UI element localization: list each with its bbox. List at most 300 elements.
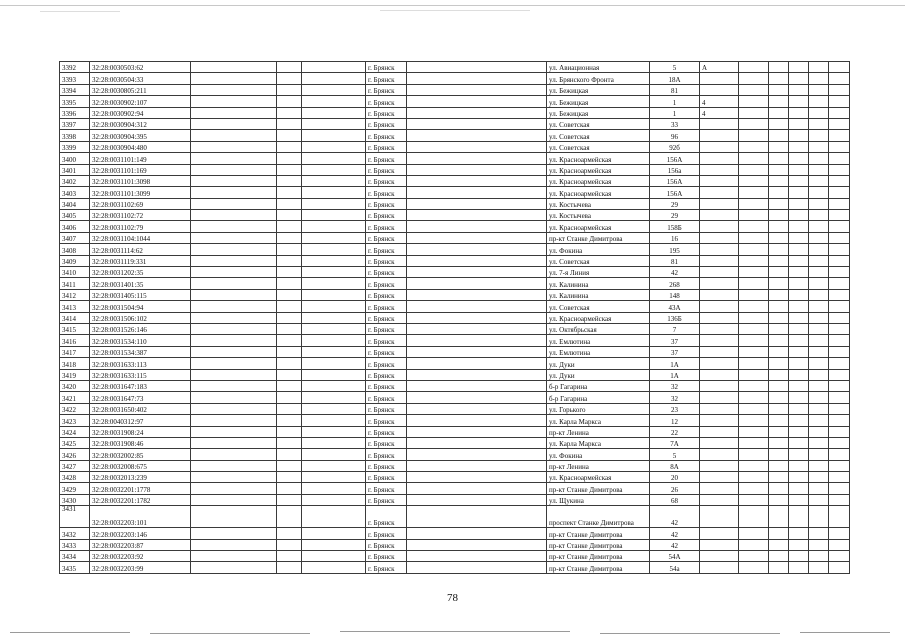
cell-number: 3394	[60, 84, 90, 95]
cell-empty	[277, 130, 302, 141]
cell-building	[700, 551, 739, 562]
cell-number: 3399	[60, 141, 90, 152]
cell-street: ул. Карла Маркса	[547, 437, 650, 448]
cell-building	[700, 494, 739, 505]
cell-empty	[789, 369, 809, 380]
cell-empty	[407, 460, 547, 471]
cell-building	[700, 175, 739, 186]
cell-empty	[277, 187, 302, 198]
cell-cadastral-number: 32:28:0032008:675	[90, 460, 191, 471]
cell-empty	[191, 415, 277, 426]
cell-empty	[302, 380, 366, 391]
cell-empty	[829, 472, 850, 483]
cell-street: ул. Костычева	[547, 198, 650, 209]
cell-empty	[769, 255, 789, 266]
cell-empty	[277, 198, 302, 209]
cell-number: 3412	[60, 289, 90, 300]
cell-empty	[809, 380, 829, 391]
cell-empty	[407, 153, 547, 164]
cell-empty	[829, 130, 850, 141]
cell-street: б-р Гагарина	[547, 380, 650, 391]
cell-house: 148	[650, 289, 700, 300]
cell-empty	[277, 175, 302, 186]
cell-empty	[407, 141, 547, 152]
cell-number: 3404	[60, 198, 90, 209]
cell-empty	[191, 175, 277, 186]
cell-cadastral-number: 32:28:0031506:102	[90, 312, 191, 323]
cell-cadastral-number: 32:28:0031101:149	[90, 153, 191, 164]
cell-empty	[739, 323, 769, 334]
cell-empty	[191, 289, 277, 300]
cell-empty	[191, 403, 277, 414]
cell-empty	[769, 415, 789, 426]
table-row	[60, 472, 850, 483]
cell-empty	[829, 232, 850, 243]
cell-empty	[277, 335, 302, 346]
table-row	[60, 153, 850, 164]
cell-building	[700, 528, 739, 539]
cell-number: 3433	[60, 539, 90, 550]
cell-empty	[769, 358, 789, 369]
cell-empty	[829, 528, 850, 539]
cell-street: ул. Бежицкая	[547, 107, 650, 118]
cell-empty	[407, 118, 547, 129]
cell-house: 1А	[650, 369, 700, 380]
cell-empty	[829, 210, 850, 221]
cell-street: ул. Красноармейская	[547, 221, 650, 232]
cell-cadastral-number: 32:28:0030904:395	[90, 130, 191, 141]
cell-building	[700, 278, 739, 289]
table-row	[60, 62, 850, 73]
cell-street: ул. Фокина	[547, 244, 650, 255]
cell-empty	[302, 289, 366, 300]
cell-street: ул. Емлютина	[547, 346, 650, 357]
cell-empty	[809, 267, 829, 278]
cell-empty	[739, 403, 769, 414]
cell-street: ул. Советская	[547, 130, 650, 141]
cell-empty	[277, 415, 302, 426]
cell-empty	[829, 346, 850, 357]
cell-empty	[809, 198, 829, 209]
cell-house: 23	[650, 403, 700, 414]
cell-empty	[191, 301, 277, 312]
cell-number: 3397	[60, 118, 90, 129]
cell-empty	[739, 528, 769, 539]
cell-empty	[302, 494, 366, 505]
cell-empty	[739, 426, 769, 437]
cell-empty	[769, 175, 789, 186]
cell-empty	[769, 62, 789, 73]
cell-empty	[407, 506, 547, 528]
cell-street: пр-кт Станке Димитрова	[547, 562, 650, 573]
table-row	[60, 278, 850, 289]
cell-cadastral-number: 32:28:0031401:35	[90, 278, 191, 289]
cell-number: 3395	[60, 96, 90, 107]
cell-cadastral-number: 32:28:0031104:1044	[90, 232, 191, 243]
cell-empty	[302, 346, 366, 357]
cell-city: г. Брянск	[366, 73, 407, 84]
cell-empty	[191, 73, 277, 84]
cell-building	[700, 358, 739, 369]
cell-cadastral-number: 32:28:0031101:3098	[90, 175, 191, 186]
cell-empty	[191, 107, 277, 118]
table-row	[60, 96, 850, 107]
cell-empty	[302, 141, 366, 152]
cell-city: г. Брянск	[366, 141, 407, 152]
cell-empty	[739, 73, 769, 84]
cell-empty	[769, 551, 789, 562]
cell-house: 32	[650, 392, 700, 403]
cell-empty	[829, 415, 850, 426]
cell-street: ул. Емлютина	[547, 335, 650, 346]
cell-city: г. Брянск	[366, 403, 407, 414]
cell-number: 3421	[60, 392, 90, 403]
cell-empty	[739, 483, 769, 494]
cell-empty	[191, 426, 277, 437]
cell-empty	[789, 141, 809, 152]
cell-empty	[809, 426, 829, 437]
cell-number: 3401	[60, 164, 90, 175]
cell-empty	[809, 403, 829, 414]
cell-empty	[739, 539, 769, 550]
cell-empty	[302, 96, 366, 107]
cell-city: г. Брянск	[366, 551, 407, 562]
cell-city: г. Брянск	[366, 562, 407, 573]
cell-empty	[191, 346, 277, 357]
cell-empty	[407, 380, 547, 391]
cell-cadastral-number: 32:28:0030504:33	[90, 73, 191, 84]
cell-cadastral-number: 32:28:0032002:85	[90, 449, 191, 460]
cell-empty	[769, 267, 789, 278]
cell-empty	[191, 506, 277, 528]
cell-house: 42	[650, 506, 700, 528]
cell-cadastral-number: 32:28:0032203:146	[90, 528, 191, 539]
cell-empty	[789, 62, 809, 73]
cell-empty	[739, 312, 769, 323]
cell-number: 3403	[60, 187, 90, 198]
cell-empty	[277, 278, 302, 289]
cell-empty	[191, 312, 277, 323]
cell-empty	[789, 437, 809, 448]
cell-street: ул. Красноармейская	[547, 175, 650, 186]
cell-empty	[769, 84, 789, 95]
cell-building	[700, 472, 739, 483]
cell-city: г. Брянск	[366, 96, 407, 107]
cell-empty	[407, 312, 547, 323]
cell-number: 3428	[60, 472, 90, 483]
cell-cadastral-number: 32:28:0031202:35	[90, 267, 191, 278]
cell-house: 195	[650, 244, 700, 255]
cell-empty	[809, 415, 829, 426]
cell-cadastral-number: 32:28:0031102:79	[90, 221, 191, 232]
cell-empty	[302, 278, 366, 289]
cell-empty	[769, 210, 789, 221]
cell-empty	[739, 369, 769, 380]
cell-empty	[809, 346, 829, 357]
cell-empty	[739, 221, 769, 232]
cell-street: ул. Фокина	[547, 449, 650, 460]
cell-empty	[407, 84, 547, 95]
cell-empty	[789, 494, 809, 505]
table-row	[60, 289, 850, 300]
cell-street: пр-кт Станке Димитрова	[547, 232, 650, 243]
table-row	[60, 107, 850, 118]
table-row	[60, 267, 850, 278]
cell-cadastral-number: 32:28:0030904:312	[90, 118, 191, 129]
cell-empty	[809, 84, 829, 95]
cell-building	[700, 392, 739, 403]
cell-cadastral-number: 32:28:0031102:69	[90, 198, 191, 209]
cell-building	[700, 539, 739, 550]
cell-empty	[739, 437, 769, 448]
cell-empty	[739, 494, 769, 505]
cell-building	[700, 255, 739, 266]
table-row	[60, 73, 850, 84]
cell-empty	[302, 472, 366, 483]
cell-city: г. Брянск	[366, 130, 407, 141]
cell-empty	[809, 278, 829, 289]
cell-building	[700, 84, 739, 95]
cell-empty	[302, 164, 366, 175]
cell-empty	[407, 415, 547, 426]
table-row	[60, 232, 850, 243]
cell-empty	[829, 301, 850, 312]
cell-street: ул. Советская	[547, 118, 650, 129]
cell-empty	[809, 562, 829, 573]
cell-empty	[302, 506, 366, 528]
table-row	[60, 403, 850, 414]
cell-street: б-р Гагарина	[547, 392, 650, 403]
cell-house: 29	[650, 198, 700, 209]
table-row	[60, 562, 850, 573]
cell-city: г. Брянск	[366, 244, 407, 255]
cell-empty	[277, 380, 302, 391]
cell-empty	[191, 494, 277, 505]
table-row	[60, 323, 850, 334]
cell-cadastral-number: 32:28:0031119:331	[90, 255, 191, 266]
cell-empty	[739, 415, 769, 426]
cell-empty	[407, 175, 547, 186]
cell-number: 3393	[60, 73, 90, 84]
cell-empty	[739, 210, 769, 221]
cell-cadastral-number: 32:28:0030805:211	[90, 84, 191, 95]
cell-empty	[829, 506, 850, 528]
cell-building	[700, 141, 739, 152]
cell-street: ул. Советская	[547, 255, 650, 266]
cell-empty	[789, 415, 809, 426]
cell-empty	[277, 73, 302, 84]
cell-empty	[739, 506, 769, 528]
cell-city: г. Брянск	[366, 472, 407, 483]
cell-cadastral-number: 32:28:0031534:387	[90, 346, 191, 357]
cell-empty	[829, 278, 850, 289]
cell-number: 3408	[60, 244, 90, 255]
cell-building	[700, 301, 739, 312]
cell-building	[700, 187, 739, 198]
cell-empty	[789, 232, 809, 243]
cell-city: г. Брянск	[366, 267, 407, 278]
cell-empty	[407, 494, 547, 505]
cell-city: г. Брянск	[366, 278, 407, 289]
cell-city: г. Брянск	[366, 460, 407, 471]
cell-empty	[302, 244, 366, 255]
cell-building	[700, 346, 739, 357]
cell-building	[700, 232, 739, 243]
cell-house: 20	[650, 472, 700, 483]
cell-empty	[191, 392, 277, 403]
cell-cadastral-number: 32:28:0031405:115	[90, 289, 191, 300]
cell-empty	[809, 358, 829, 369]
cell-empty	[191, 221, 277, 232]
cell-empty	[302, 187, 366, 198]
cell-house: 68	[650, 494, 700, 505]
cell-empty	[789, 472, 809, 483]
cell-building	[700, 323, 739, 334]
cell-empty	[302, 528, 366, 539]
cell-empty	[789, 403, 809, 414]
cell-number: 3417	[60, 346, 90, 357]
cell-cadastral-number: 32:28:0031633:115	[90, 369, 191, 380]
cell-empty	[789, 335, 809, 346]
cell-empty	[789, 153, 809, 164]
table-row	[60, 528, 850, 539]
cell-empty	[769, 312, 789, 323]
scan-top-edge	[0, 2, 905, 16]
cell-empty	[407, 483, 547, 494]
cell-empty	[829, 426, 850, 437]
cell-empty	[769, 506, 789, 528]
cell-cadastral-number: 32:28:0032203:92	[90, 551, 191, 562]
cell-city: г. Брянск	[366, 84, 407, 95]
cell-cadastral-number: 32:28:0031647:183	[90, 380, 191, 391]
cell-empty	[302, 221, 366, 232]
cell-empty	[302, 267, 366, 278]
cell-empty	[739, 198, 769, 209]
cell-empty	[407, 551, 547, 562]
cell-empty	[829, 244, 850, 255]
cell-empty	[829, 73, 850, 84]
cell-street: проспект Станке Димитрова	[547, 506, 650, 528]
cell-street: ул. Калинина	[547, 289, 650, 300]
table-row	[60, 335, 850, 346]
cell-empty	[829, 437, 850, 448]
table-row	[60, 210, 850, 221]
cell-empty	[829, 164, 850, 175]
cell-empty	[789, 255, 809, 266]
cell-empty	[769, 449, 789, 460]
cell-empty	[191, 62, 277, 73]
cell-empty	[277, 483, 302, 494]
cell-empty	[191, 164, 277, 175]
cell-house: 1	[650, 107, 700, 118]
table-row	[60, 380, 850, 391]
cell-empty	[769, 346, 789, 357]
cell-city: г. Брянск	[366, 494, 407, 505]
cell-empty	[769, 562, 789, 573]
table-row	[60, 301, 850, 312]
cell-city: г. Брянск	[366, 369, 407, 380]
cell-empty	[829, 96, 850, 107]
cell-city: г. Брянск	[366, 437, 407, 448]
scan-bottom-edge	[0, 626, 905, 640]
cell-empty	[769, 392, 789, 403]
table-row	[60, 198, 850, 209]
cell-empty	[302, 107, 366, 118]
cell-cadastral-number: 32:28:0031114:62	[90, 244, 191, 255]
cell-empty	[789, 96, 809, 107]
cell-street: ул. Красноармейская	[547, 187, 650, 198]
cell-empty	[302, 460, 366, 471]
cell-cadastral-number: 32:28:0032203:101	[90, 506, 191, 528]
cell-city: г. Брянск	[366, 301, 407, 312]
cell-cadastral-number: 32:28:0031102:72	[90, 210, 191, 221]
cell-empty	[191, 255, 277, 266]
cell-building	[700, 369, 739, 380]
cell-house: 1А	[650, 358, 700, 369]
cell-empty	[302, 62, 366, 73]
cell-building	[700, 267, 739, 278]
cell-city: г. Брянск	[366, 392, 407, 403]
cell-house: 54А	[650, 551, 700, 562]
cell-number: 3402	[60, 175, 90, 186]
table-row	[60, 415, 850, 426]
cell-empty	[277, 62, 302, 73]
cell-city: г. Брянск	[366, 232, 407, 243]
cell-city: г. Брянск	[366, 164, 407, 175]
cell-empty	[769, 437, 789, 448]
cell-empty	[769, 118, 789, 129]
cell-empty	[407, 267, 547, 278]
table-row	[60, 506, 850, 528]
cell-cadastral-number: 32:28:0031647:73	[90, 392, 191, 403]
cell-empty	[407, 210, 547, 221]
cell-empty	[809, 483, 829, 494]
cell-empty	[739, 392, 769, 403]
cell-street: ул. Красноармейская	[547, 312, 650, 323]
cell-empty	[769, 232, 789, 243]
table-row	[60, 175, 850, 186]
cell-city: г. Брянск	[366, 210, 407, 221]
cell-empty	[739, 118, 769, 129]
cell-empty	[277, 312, 302, 323]
cell-house: 37	[650, 335, 700, 346]
cell-cadastral-number: 32:28:0030904:480	[90, 141, 191, 152]
cell-empty	[809, 528, 829, 539]
cell-empty	[277, 221, 302, 232]
cell-city: г. Брянск	[366, 380, 407, 391]
cell-empty	[739, 335, 769, 346]
cell-empty	[739, 232, 769, 243]
cell-number: 3396	[60, 107, 90, 118]
cell-street: пр-кт Станке Димитрова	[547, 551, 650, 562]
cell-street: ул. Щукина	[547, 494, 650, 505]
cell-street: ул. Костычева	[547, 210, 650, 221]
cell-empty	[407, 289, 547, 300]
cell-empty	[769, 369, 789, 380]
cell-empty	[407, 107, 547, 118]
cell-empty	[277, 369, 302, 380]
cell-empty	[302, 539, 366, 550]
cell-empty	[302, 392, 366, 403]
cell-empty	[809, 255, 829, 266]
cell-empty	[302, 301, 366, 312]
cell-empty	[739, 460, 769, 471]
cell-city: г. Брянск	[366, 346, 407, 357]
cell-building	[700, 153, 739, 164]
cell-empty	[302, 175, 366, 186]
cell-empty	[769, 539, 789, 550]
cell-empty	[739, 62, 769, 73]
